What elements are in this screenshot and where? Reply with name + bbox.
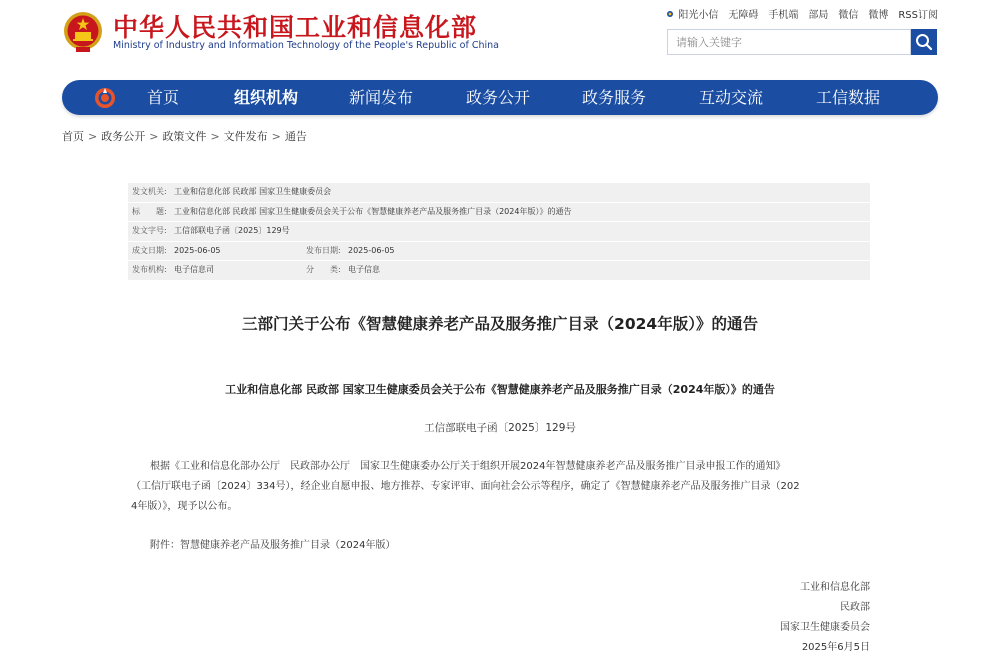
breadcrumb: 首页 > 政务公开 > 政策文件 > 文件发布 > 通告 — [62, 130, 307, 143]
meta-issuer-label: 发文机关: — [132, 187, 167, 196]
search-box — [667, 29, 911, 55]
search-input[interactable] — [668, 30, 914, 54]
national-emblem-icon[interactable] — [62, 10, 104, 54]
meta-doc-no-label: 发文字号: — [132, 226, 167, 235]
document-number: 工信部联电子函〔2025〕129号 — [424, 422, 576, 434]
signature-mca: 民政部 — [840, 602, 870, 613]
meta-row-agency — [128, 261, 870, 280]
meta-published-value: 2025-06-05 — [348, 245, 395, 255]
nav-item-gov-services[interactable]: 政务服务 — [582, 88, 647, 107]
meta-row-issuer — [128, 183, 870, 203]
breadcrumb-item-policy[interactable]: 政策文件 — [162, 130, 207, 143]
meta-row-doc-no — [128, 222, 870, 242]
top-link-accessibility[interactable]: 无障碍 — [728, 9, 759, 21]
top-link-sunshine[interactable]: 阳光小信 — [665, 6, 718, 21]
nav-item-gov-affairs[interactable]: 政务公开 — [466, 88, 531, 107]
top-link-wechat[interactable]: 微信 — [838, 9, 859, 21]
site-header — [0, 0, 1000, 80]
breadcrumb-item-gov-affairs[interactable]: 政务公开 — [101, 130, 146, 143]
nav-item-news[interactable]: 新闻发布 — [349, 88, 414, 107]
article-title: 三部门关于公布《智慧健康养老产品及服务推广目录（2024年版）》的通告 — [242, 315, 758, 333]
meta-category-label: 分 类: — [306, 265, 341, 274]
meta-title-value: 工业和信息化部 民政部 国家卫生健康委员会关于公布《智慧健康养老产品及服务推广目录（2024年版）》的通告 — [174, 206, 572, 216]
nav-item-home[interactable]: 首页 — [147, 88, 180, 107]
meta-row-dates — [128, 242, 870, 262]
nav-item-interaction[interactable]: 互动交流 — [699, 88, 764, 107]
site-title[interactable]: 中华人民共和国工业和信息化部 — [113, 13, 478, 42]
body-paragraph-line-1: 根据《工业和信息化部办公厅 民政部办公厅 国家卫生健康委办公厅关于组织开展2024年智慧健康养老产品及服务推广目录申报工作的通知》 — [150, 461, 786, 472]
top-link-weibo[interactable]: 微博 — [868, 9, 889, 21]
search-icon — [911, 29, 937, 55]
ministry-logo-icon[interactable] — [94, 87, 116, 109]
meta-published-label: 发布日期: — [306, 245, 341, 255]
document-meta-table — [128, 183, 870, 280]
signature-miit: 工业和信息化部 — [800, 582, 870, 593]
top-links — [668, 6, 938, 20]
top-link-rss[interactable]: RSS订阅 — [898, 9, 938, 21]
sun-icon — [665, 9, 675, 19]
meta-category-value: 电子信息 — [348, 265, 380, 274]
top-link-mobile[interactable]: 手机端 — [768, 9, 799, 21]
nav-item-organization[interactable]: 组织机构 — [234, 88, 299, 107]
attachment-link[interactable]: 附件：智慧健康养老产品及服务推广目录（2024年版） — [150, 540, 396, 551]
breadcrumb-item-notice[interactable]: 通告 — [284, 130, 307, 143]
meta-created-label: 成文日期: — [132, 245, 167, 255]
signature-nhc: 国家卫生健康委员会 — [780, 622, 870, 633]
meta-issuer-value: 工业和信息化部 民政部 国家卫生健康委员会 — [174, 187, 332, 196]
breadcrumb-item-release[interactable]: 文件发布 — [223, 130, 268, 143]
meta-title-label: 标 题: — [132, 206, 167, 216]
meta-doc-no-value: 工信部联电子函〔2025〕129号 — [174, 226, 290, 235]
meta-agency-label: 发布机构: — [132, 265, 167, 274]
document-heading: 工业和信息化部 民政部 国家卫生健康委员会关于公布《智慧健康养老产品及服务推广目录（2024年版）》的通告 — [225, 383, 775, 396]
body-paragraph-line-3: 4年版）》，现予以公布。 — [131, 501, 238, 512]
site-subtitle: Ministry of Industry and Information Technology of the People's Republic of China — [113, 40, 499, 51]
top-link-bureaus[interactable]: 部局 — [808, 9, 829, 21]
signature-date: 2025年6月5日 — [801, 642, 870, 653]
main-nav — [62, 80, 938, 115]
body-paragraph-line-2: （工信厅联电子函〔2024〕334号），经企业自愿申报、地方推荐、专家评审、面向社会公示等程序，确定了《智慧健康养老产品及服务推广目录（202 — [131, 481, 800, 492]
breadcrumb-item-home[interactable]: 首页 — [62, 130, 84, 143]
search-button[interactable] — [911, 29, 937, 55]
meta-created-value: 2025-06-05 — [174, 245, 221, 255]
meta-agency-value: 电子信息司 — [174, 265, 214, 274]
meta-row-title — [128, 203, 870, 223]
nav-item-data[interactable]: 工信数据 — [816, 88, 881, 107]
